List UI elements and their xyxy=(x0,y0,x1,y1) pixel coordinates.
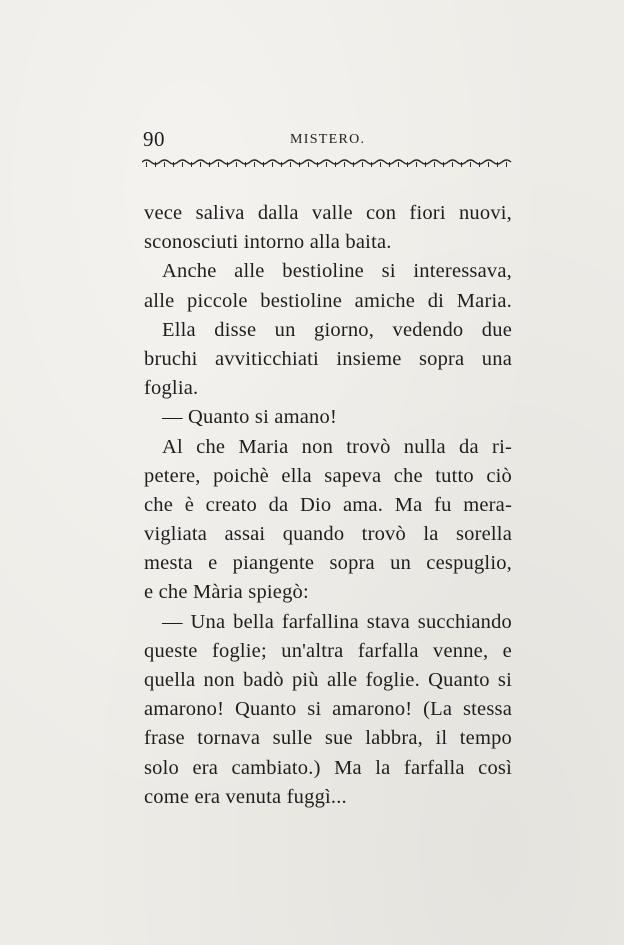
text-line: amarono! Quanto si amarono! (La stessa xyxy=(144,698,512,721)
text-line: queste foglie; un'altra farfalla venne, e xyxy=(144,639,512,662)
page-header xyxy=(143,127,511,153)
text-line: alle piccole bestioline amiche di Maria. xyxy=(144,289,512,312)
text-line: sconosciuti intorno alla baita. xyxy=(144,231,392,254)
text-line: Al che Maria non trovò nulla da ri- xyxy=(162,435,512,458)
text-line: foglia. xyxy=(144,377,199,400)
text-line: — Una bella farfallina stava succhiando xyxy=(162,610,512,633)
text-line: che è creato da Dio ama. Ma fu mera- xyxy=(144,493,512,516)
text-line: vece saliva dalla valle con fiori nuovi, xyxy=(144,202,512,224)
text-line: vigliata assai quando trovò la sorella xyxy=(144,523,512,546)
text-line: Anche alle bestioline si interessava, xyxy=(162,260,512,283)
text-line: solo era cambiato.) Ma la farfalla così xyxy=(144,756,512,779)
text-line: — Quanto si amano! xyxy=(162,406,337,429)
body-text xyxy=(144,199,512,812)
text-line: frase tornava sulle sue labbra, il tempo xyxy=(144,727,512,750)
page-number: 90 xyxy=(143,127,165,151)
text-line: bruchi avviticchiati insieme sopra una xyxy=(144,347,512,370)
text-line: Ella disse un giorno, vedendo due xyxy=(162,318,512,341)
decorative-rule xyxy=(142,158,512,170)
running-head: MISTERO. xyxy=(290,132,366,147)
text-line: mesta e piangente sopra un cespuglio, xyxy=(144,552,512,575)
text-line: e che Mària spiegò: xyxy=(144,581,309,604)
text-line: come era venuta fuggì... xyxy=(144,785,347,808)
text-line: quella non badò più alle foglie. Quanto si xyxy=(144,669,512,691)
text-line: petere, poichè ella sapeva che tutto ciò xyxy=(144,464,512,487)
